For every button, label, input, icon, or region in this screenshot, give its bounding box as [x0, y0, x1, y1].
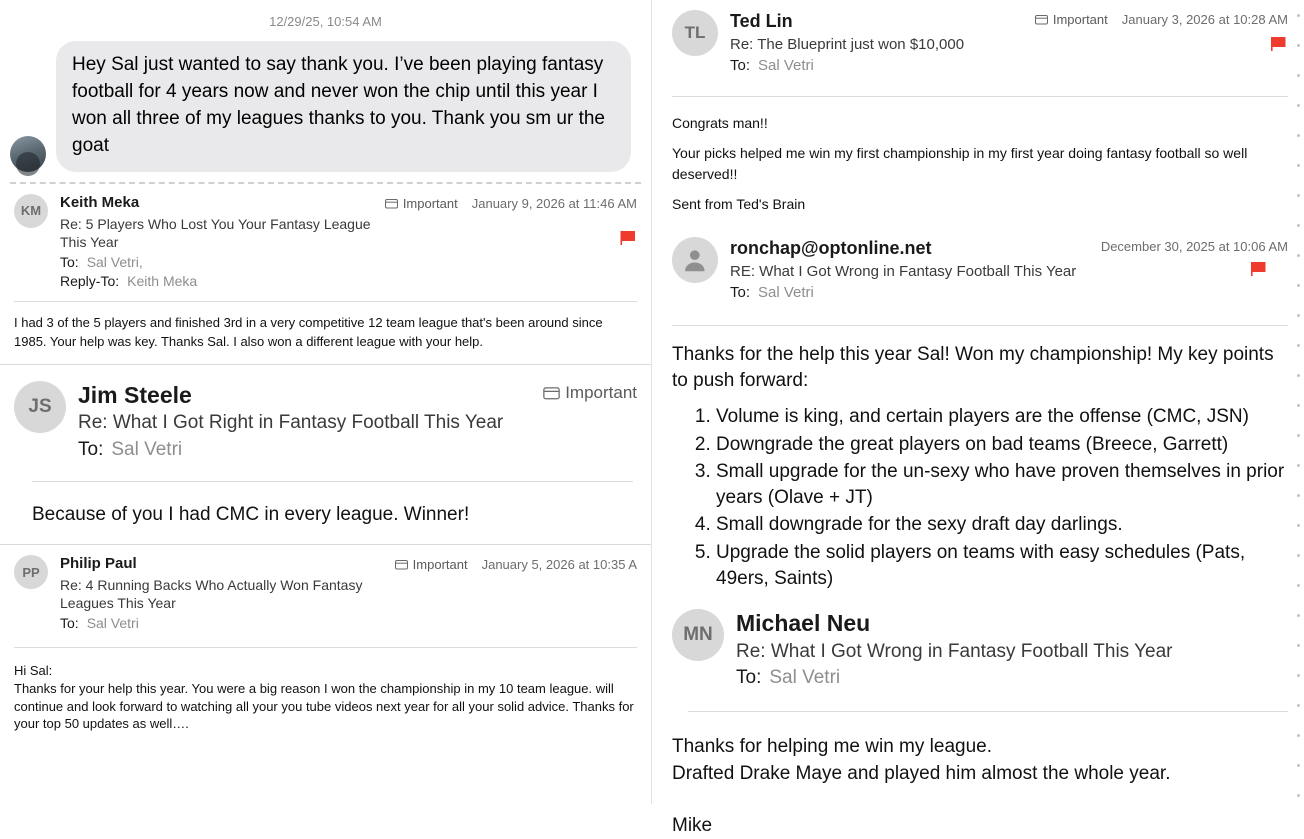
replyto-recipient[interactable]: Keith Meka	[127, 273, 198, 289]
to-recipient[interactable]: Sal Vetri	[86, 615, 139, 632]
message-bubble: Hey Sal just wanted to say thank you. I’ve been playing fantasy football for 4 years now and never won the chip until this year I won all three of my leagues thanks to you. Thank you sm ur the goat	[56, 41, 631, 172]
flag-icon[interactable]	[1270, 36, 1288, 56]
email-date: January 9, 2026 at 11:46 AM	[471, 195, 637, 211]
folder-icon	[543, 386, 560, 400]
to-label: To:	[60, 254, 79, 270]
body-paragraph: Thanks for your help this year. You were a big reason I won the championship in my 10 team league. will continue and look forward to watching all your you tube videos next year for all your solid advice. Thanks for your top 50 updates as well….	[14, 681, 634, 732]
email-date: December 30, 2025 at 10:06 AM	[1100, 239, 1288, 254]
email-subject: Re: What I Got Wrong in Fantasy Football This Year	[736, 640, 1173, 662]
list-item: 4. Small downgrade for the sexy draft day darlings.	[716, 512, 1288, 538]
body-paragraph: Hi Sal:	[14, 663, 53, 679]
email-body	[672, 97, 1288, 225]
sender-name: Michael Neu	[736, 609, 871, 636]
key-points-list	[672, 404, 1288, 592]
to-label: To:	[730, 57, 751, 74]
sender-name: Ted Lin	[730, 11, 793, 31]
list-item: 1. Volume is king, and certain players are the offense (CMC, JSN)	[716, 404, 1288, 430]
avatar: MN	[672, 609, 724, 661]
sender-name: ronchap@optonline.net	[730, 238, 932, 258]
email-subject: Re: What I Got Right in Fantasy Football This Year	[78, 412, 504, 434]
folder-icon	[385, 198, 398, 209]
list-item: 2. Downgrade the great players on bad teams (Breece, Garrett)	[716, 432, 1288, 458]
avatar	[672, 237, 718, 283]
to-recipient[interactable]: Sal Vetri	[758, 57, 814, 74]
mailbox-name: Important	[1052, 12, 1108, 27]
body-paragraph: I had 3 of the 5 players and finished 3rd in a very competitive 12 team league that's been around since 1985. Your help was key. Thanks Sal. I also won a different league with your help.	[14, 315, 603, 349]
right-pane[interactable]	[652, 0, 1304, 836]
email-date: January 5, 2026 at 10:35 A	[481, 557, 637, 573]
replyto-label: Reply-To:	[60, 273, 120, 289]
flag-icon[interactable]	[620, 230, 637, 250]
message-timestamp: 12/29/25, 10:54 AM	[269, 14, 382, 29]
email-ronchap[interactable]	[652, 225, 1304, 592]
mailbox-badge[interactable]	[543, 383, 637, 403]
sender-name: Keith Meka	[60, 193, 140, 211]
email-subject: RE: What I Got Wrong in Fantasy Football This Year	[730, 262, 1077, 280]
body-paragraph: Because of you I had CMC in every league. Winner!	[32, 504, 470, 526]
mailbox-name: Important	[402, 195, 458, 211]
to-recipient[interactable]: Sal Vetri	[769, 667, 841, 689]
body-signature: Sent from Ted's Brain	[672, 196, 806, 212]
to-label: To:	[78, 439, 104, 461]
mailbox-badge[interactable]	[385, 196, 458, 211]
imessage-thread	[0, 0, 651, 182]
to-recipient[interactable]: Sal Vetri,	[86, 254, 143, 270]
sender-name: Philip Paul	[60, 555, 137, 573]
mailbox-badge[interactable]	[395, 557, 468, 572]
folder-icon	[395, 559, 408, 570]
avatar: PP	[14, 555, 48, 589]
avatar: JS	[14, 381, 66, 433]
list-item: 5. Upgrade the solid players on teams with easy schedules (Pats, 49ers, Saints)	[716, 540, 1288, 592]
email-body	[14, 302, 637, 364]
email-philip-paul[interactable]	[0, 545, 651, 744]
body-signature: Mike	[672, 814, 713, 836]
email-subject: Re: 4 Running Backs Who Actually Won Fantasy Leagues This Year	[60, 577, 363, 612]
email-subject: Re: The Blueprint just won $10,000	[730, 35, 965, 53]
email-keith-meka[interactable]	[0, 184, 651, 364]
email-michael-neu[interactable]	[652, 593, 1304, 839]
email-body	[672, 326, 1288, 592]
to-label: To:	[736, 667, 762, 689]
to-label: To:	[730, 284, 751, 301]
mailbox-badge[interactable]	[1035, 12, 1108, 27]
folder-icon	[1035, 14, 1048, 25]
email-ted-lin[interactable]	[652, 0, 1304, 225]
email-body	[672, 712, 1288, 839]
person-icon	[681, 246, 709, 274]
body-intro: Thanks for the help this year Sal! Won my championship! My key points to push forward:	[672, 344, 1274, 392]
to-label: To:	[60, 615, 79, 632]
body-paragraph: Thanks for helping me win my league.	[672, 736, 992, 758]
email-body	[14, 482, 637, 544]
email-body	[14, 648, 637, 744]
mailbox-name: Important	[412, 557, 468, 573]
body-paragraph: Congrats man!!	[672, 115, 768, 131]
flag-icon[interactable]	[1250, 261, 1268, 281]
to-recipient[interactable]: Sal Vetri	[111, 439, 183, 461]
contact-photo-avatar	[10, 136, 46, 172]
sender-name: Jim Steele	[78, 381, 192, 408]
email-jim-steele[interactable]	[0, 365, 651, 545]
left-pane[interactable]	[0, 0, 652, 804]
avatar: TL	[672, 10, 718, 56]
mailbox-name: Important	[565, 382, 637, 402]
email-date: January 3, 2026 at 10:28 AM	[1121, 12, 1288, 27]
list-item: 3. Small upgrade for the un-sexy who have proven themselves in prior years (Olave + JT)	[716, 459, 1288, 511]
email-subject: Re: 5 Players Who Lost You Your Fantasy League This Year	[60, 215, 371, 250]
body-paragraph: Your picks helped me win my first championship in my first year doing fantasy football so well deserved!!	[672, 145, 1248, 182]
avatar: KM	[14, 194, 48, 228]
to-recipient[interactable]: Sal Vetri	[758, 284, 814, 301]
body-paragraph: Drafted Drake Maye and played him almost the whole year.	[672, 762, 1171, 784]
